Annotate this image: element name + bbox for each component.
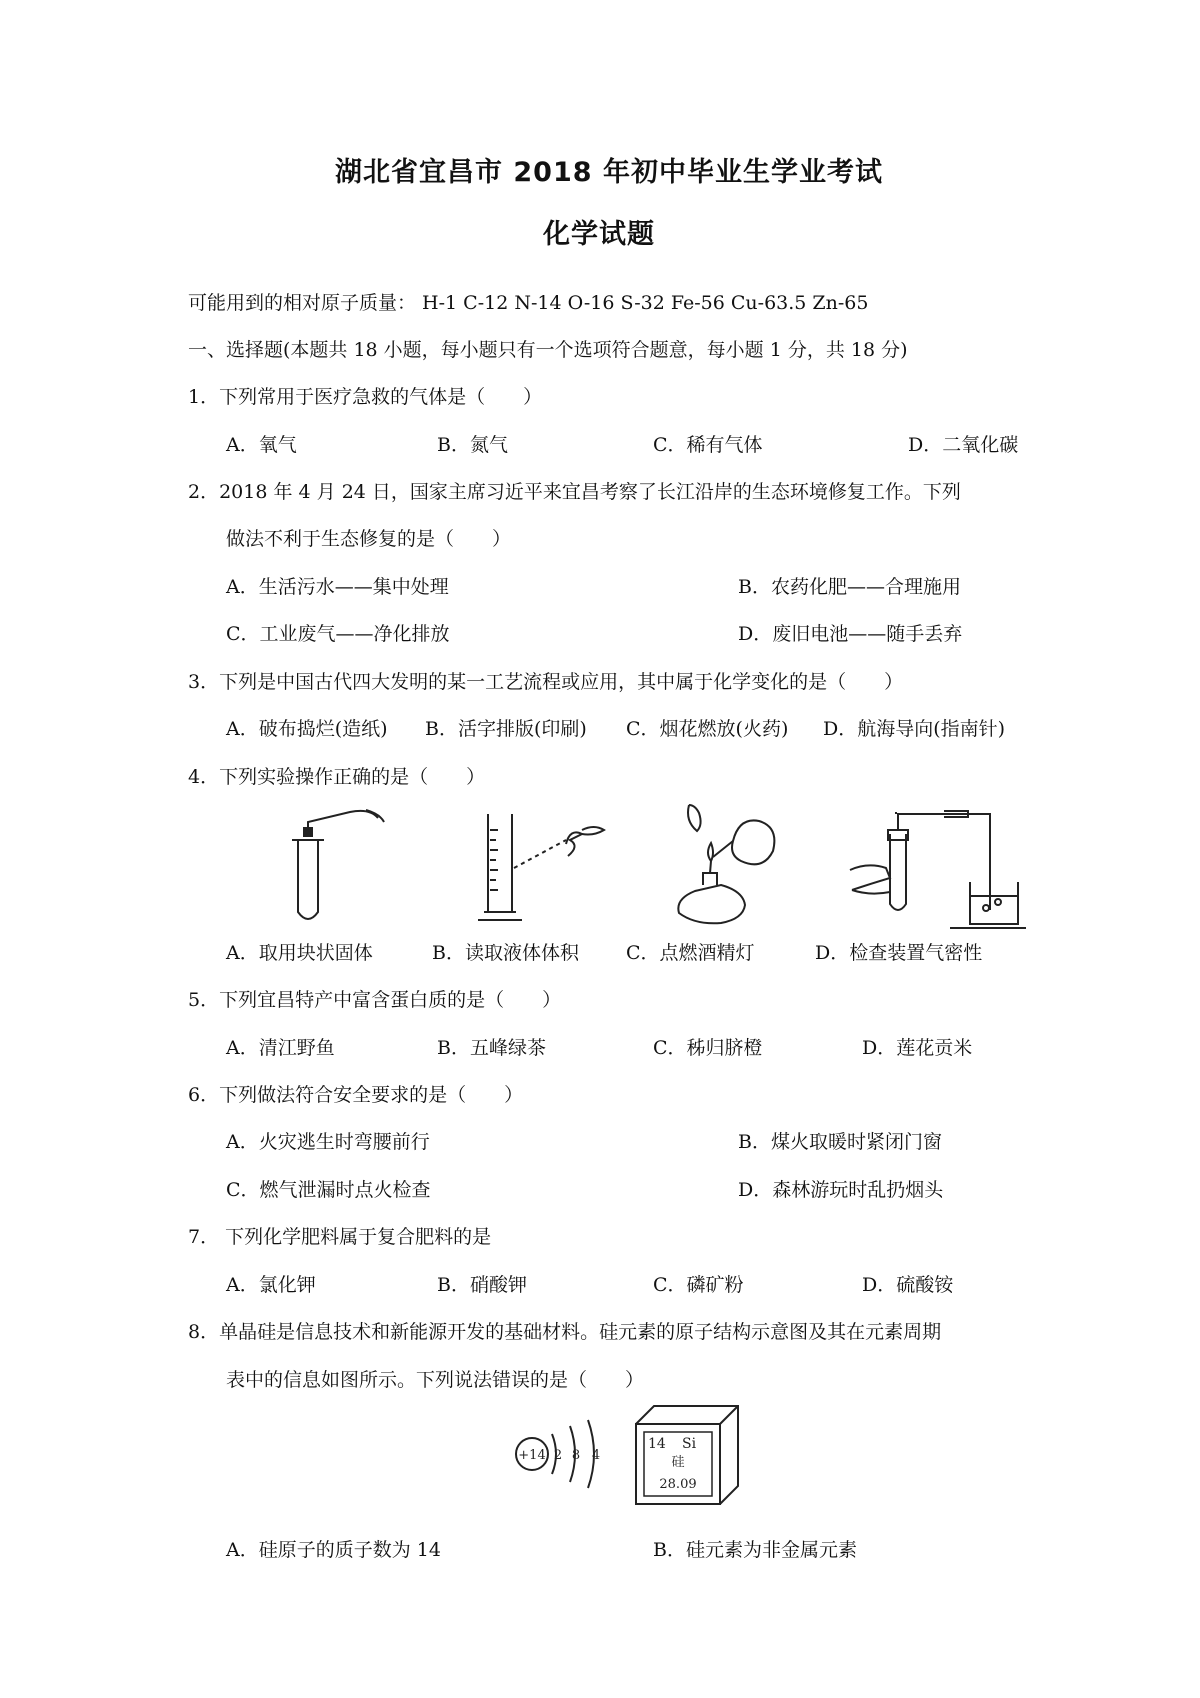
q3-option-b: B．活字排版(印刷)	[425, 718, 587, 740]
q4-option-d: D．检查装置气密性	[815, 942, 983, 964]
q1-option-b: B．氮气	[437, 434, 508, 456]
q3-option-c: C．烟花燃放(火药)	[626, 718, 789, 740]
question-1-stem: 1．下列常用于医疗急救的气体是（ ）	[188, 386, 543, 408]
question-8-stem-line2: 表中的信息如图所示。下列说法错误的是（ ）	[226, 1369, 645, 1391]
q4-option-c: C．点燃酒精灯	[626, 942, 755, 964]
question-7-stem: 7． 下列化学肥料属于复合肥料的是	[188, 1226, 492, 1248]
q1-option-d: D．二氧化碳	[908, 434, 1019, 456]
element-name: 硅	[671, 1455, 685, 1470]
question-8-stem-line1: 8．单晶硅是信息技术和新能源开发的基础材料。硅元素的原子结构示意图及其在元素周期	[188, 1321, 942, 1343]
page-title: 湖北省宜昌市 2018 年初中毕业生学业考试	[335, 157, 883, 188]
element-number: 14	[648, 1436, 666, 1452]
q6-option-b: B．煤火取暖时紧闭门窗	[738, 1131, 942, 1153]
nucleus-charge: +14	[518, 1448, 546, 1463]
q3-option-a: A．破布捣烂(造纸)	[226, 718, 388, 740]
silicon-periodic-cell-figure	[632, 1402, 742, 1507]
q5-option-c: C．秭归脐橙	[653, 1037, 763, 1059]
element-atomic-mass: 28.09	[659, 1477, 697, 1492]
q4-option-b: B．读取液体体积	[432, 942, 579, 964]
q1-option-a: A．氧气	[226, 434, 297, 456]
q6-option-a: A．火灾逃生时弯腰前行	[226, 1131, 430, 1153]
figure-read-volume	[470, 800, 610, 930]
q7-option-d: D．硫酸铵	[862, 1274, 954, 1296]
q7-option-a: A．氯化钾	[226, 1274, 316, 1296]
q4-option-a: A．取用块状固体	[226, 942, 373, 964]
q8-option-a: A．硅原子的质子数为 14	[226, 1539, 441, 1561]
silicon-atom-structure-figure	[512, 1408, 622, 1498]
question-6-stem: 6．下列做法符合安全要求的是（ ）	[188, 1084, 524, 1106]
q5-option-d: D．莲花贡米	[862, 1037, 973, 1059]
question-2-stem-line1: 2．2018 年 4 月 24 日，国家主席习近平来宜昌考察了长江沿岸的生态环境修复工作。下列	[188, 481, 961, 503]
q2-option-d: D．废旧电池——随手丢弃	[738, 623, 963, 645]
atomic-mass-line: 可能用到的相对原子质量： H-1 C-12 N-14 O-16 S-32 Fe-56 Cu-63.5 Zn-65	[188, 292, 869, 314]
question-2-stem-line2: 做法不利于生态修复的是（ ）	[226, 528, 512, 550]
q3-option-d: D．航海导向(指南针)	[823, 718, 1006, 740]
section-title: 一、选择题(本题共 18 小题，每小题只有一个选项符合题意，每小题 1 分，共 18 分)	[188, 339, 908, 361]
shell-3-electrons: 4	[591, 1448, 601, 1463]
figure-take-solid	[280, 800, 400, 930]
q5-option-a: A．清江野鱼	[226, 1037, 335, 1059]
q8-option-b: B．硅元素为非金属元素	[653, 1539, 857, 1561]
figure-airtightness	[850, 800, 1030, 935]
element-symbol: Si	[682, 1436, 697, 1452]
shell-1-electrons: 2	[553, 1448, 563, 1463]
page-subtitle: 化学试题	[543, 219, 655, 250]
q2-option-a: A．生活污水——集中处理	[226, 576, 449, 598]
question-3-stem: 3．下列是中国古代四大发明的某一工艺流程或应用，其中属于化学变化的是（ ）	[188, 671, 904, 693]
question-5-stem: 5．下列宜昌特产中富含蛋白质的是（ ）	[188, 989, 562, 1011]
shell-2-electrons: 8	[571, 1448, 581, 1463]
q7-option-b: B．硝酸钾	[437, 1274, 527, 1296]
q2-option-b: B．农药化肥——合理施用	[738, 576, 961, 598]
q6-option-d: D．森林游玩时乱扔烟头	[738, 1179, 944, 1201]
q2-option-c: C．工业废气——净化排放	[226, 623, 450, 645]
q1-option-c: C．稀有气体	[653, 434, 763, 456]
figure-light-lamp	[655, 795, 795, 935]
question-4-stem: 4．下列实验操作正确的是（ ）	[188, 766, 486, 788]
q6-option-c: C．燃气泄漏时点火检查	[226, 1179, 431, 1201]
q5-option-b: B．五峰绿茶	[437, 1037, 546, 1059]
q7-option-c: C．磷矿粉	[653, 1274, 744, 1296]
